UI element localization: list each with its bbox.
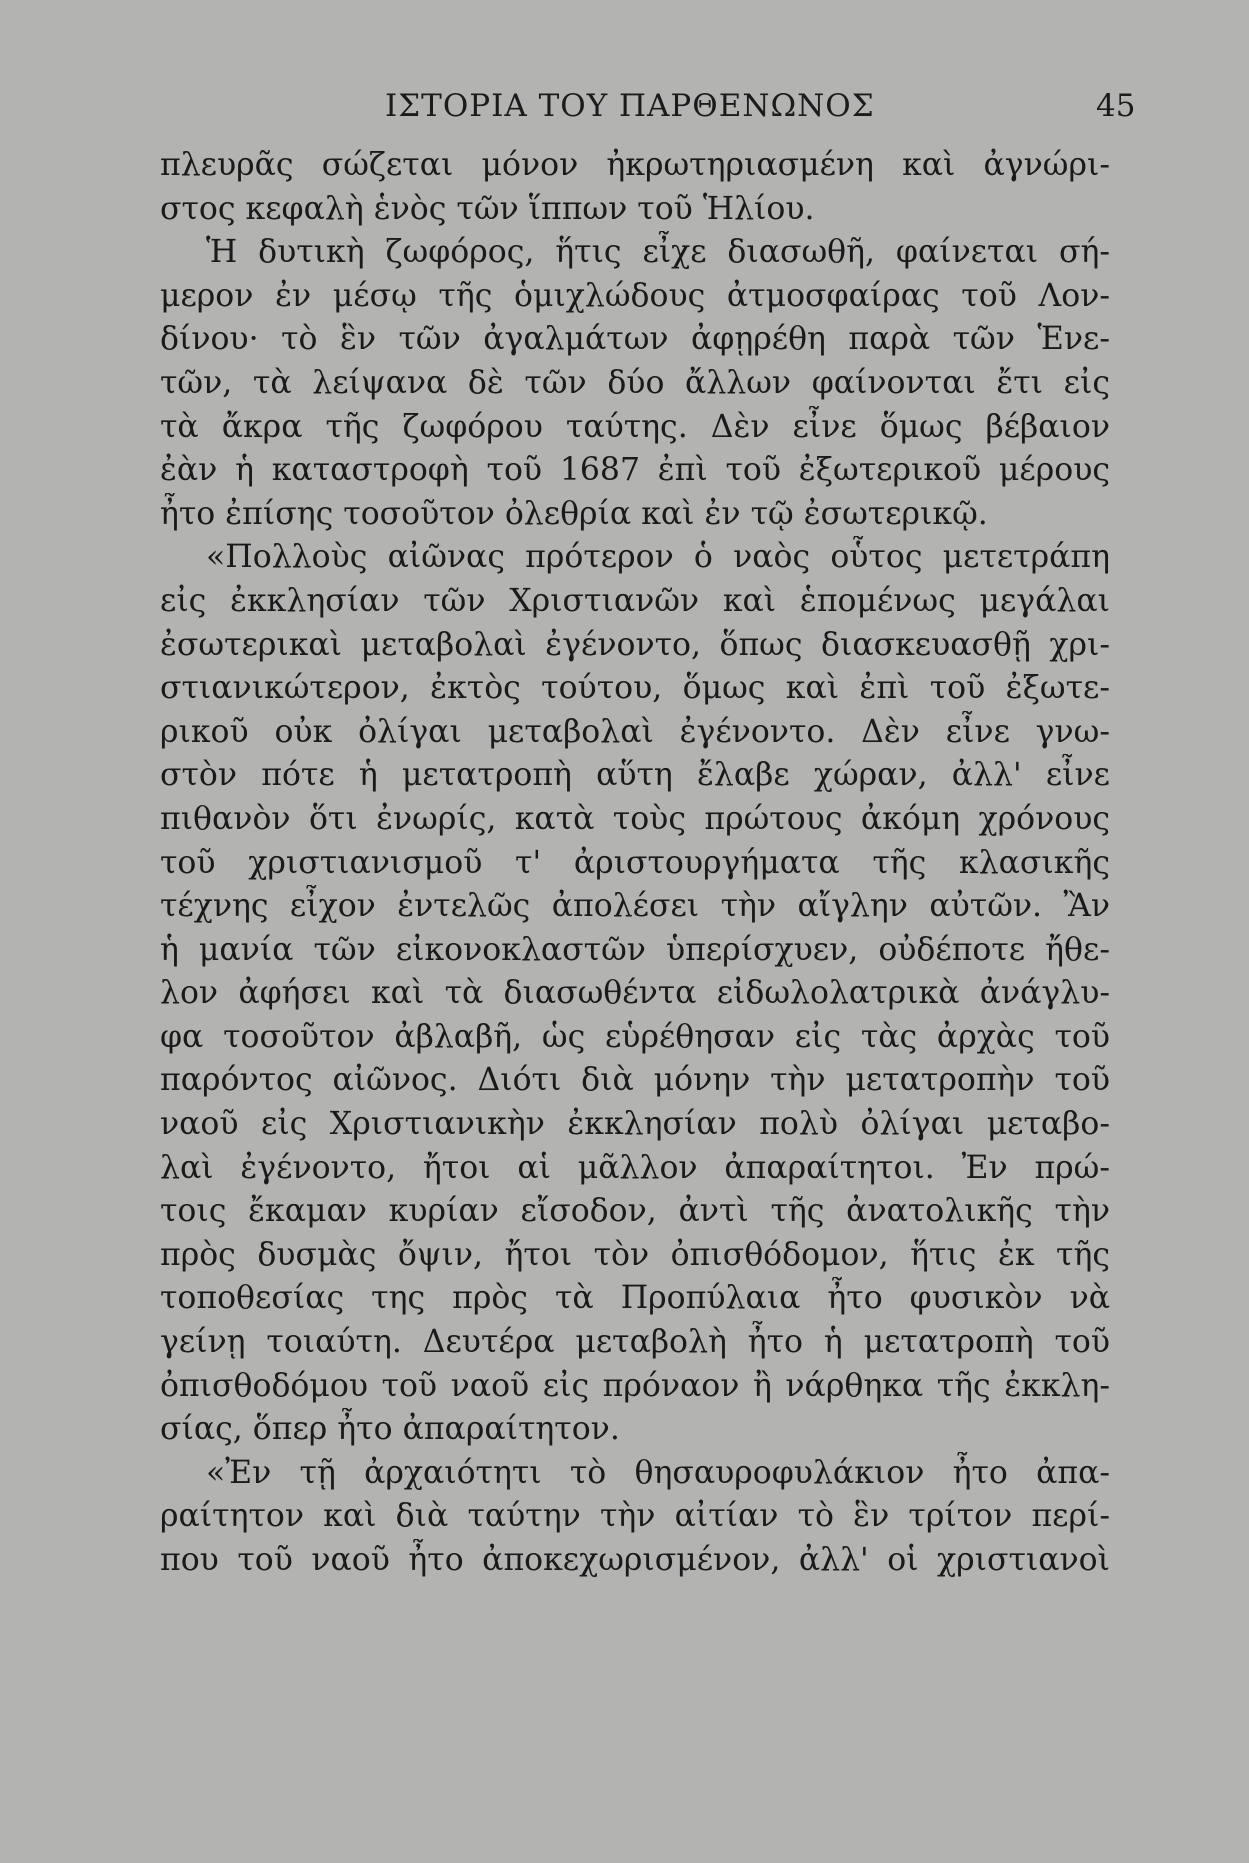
- running-head: [0, 88, 1249, 128]
- text-line: τὰ ἄκρα τῆς ζωφόρου ταύτης. Δὲν εἶνε ὅμως βέβαιον: [160, 408, 1110, 445]
- page-number: 45: [1096, 88, 1136, 124]
- text-line: στος κεφαλὴ ἑνὸς τῶν ἵππων τοῦ Ἡλίου.: [160, 190, 815, 227]
- text-line: τέχνης εἶχον ἐντελῶς ἀπολέσει τὴν αἴγλην αὐτῶν. Ἂν: [160, 888, 1110, 925]
- text-line: τῶν, τὰ λείψανα δὲ τῶν δύο ἄλλων φαίνονται ἔτι εἰς: [160, 364, 1110, 401]
- text-line: παρόντος αἰῶνος. Διότι διὰ μόνην τὴν μετατροπὴν τοῦ: [160, 1062, 1110, 1099]
- text-line: γείνῃ τοιαύτη. Δευτέρα μεταβολὴ ἦτο ἡ μετατροπὴ τοῦ: [160, 1324, 1110, 1361]
- text-line: «Ἐν τῇ ἀρχαιότητι τὸ θησαυροφυλάκιον ἦτο ἀπα-: [206, 1454, 1110, 1491]
- text-line: φα τοσοῦτον ἀβλαβῆ, ὡς εὑρέθησαν εἰς τὰς ἀρχὰς τοῦ: [160, 1018, 1110, 1055]
- text-line: πλευρᾶς σώζεται μόνον ἠκρωτηριασμένη καὶ ἀγνώρι-: [160, 147, 1110, 183]
- text-line: «Πολλοὺς αἰῶνας πρότερον ὁ ναὸς οὗτος μετετράπη: [206, 539, 1110, 576]
- text-line: ἐσωτερικαὶ μεταβολαὶ ἐγένοντο, ὅπως διασκευασθῇ χρι-: [160, 626, 1110, 663]
- text-line: μερον ἐν μέσῳ τῆς ὁμιχλώδους ἀτμοσφαίρας τοῦ Λον-: [160, 277, 1110, 314]
- text-line: Ἡ δυτικὴ ζωφόρος, ἥτις εἶχε διασωθῆ, φαίνεται σή-: [206, 234, 1110, 271]
- text-line: σίας, ὅπερ ἦτο ἀπαραίτητον.: [160, 1411, 620, 1448]
- text-line: δίνου· τὸ ἓν τῶν ἀγαλμάτων ἀφῃρέθη παρὰ τῶν Ἑνε-: [160, 321, 1110, 358]
- text-line: ναοῦ εἰς Χριστιανικὴν ἐκκλησίαν πολὺ ὀλίγαι μεταβο-: [160, 1106, 1110, 1143]
- text-line: που τοῦ ναοῦ ἦτο ἀποκεχωρισμένον, ἀλλ' οἱ χριστιανοὶ: [160, 1542, 1110, 1578]
- text-line: στιανικώτερον, ἐκτὸς τούτου, ὅμως καὶ ἐπὶ τοῦ ἐξωτε-: [160, 670, 1110, 707]
- text-line: λαὶ ἐγένοντο, ἤτοι αἱ μᾶλλον ἀπαραίτητοι. Ἐν πρώ-: [160, 1149, 1110, 1186]
- text-line: τοις ἔκαμαν κυρίαν εἴσοδον, ἀντὶ τῆς ἀνατολικῆς τὴν: [160, 1193, 1110, 1230]
- running-title: ΙΣΤΟΡΙΑ ΤΟΥ ΠΑΡΘΕΝΩΝΟΣ: [385, 88, 875, 124]
- text-line: λον ἀφήσει καὶ τὰ διασωθέντα εἰδωλολατρικὰ ἀνάγλυ-: [160, 975, 1110, 1012]
- text-line: τοῦ χριστιανισμοῦ τ' ἀριστουργήματα τῆς κλασικῆς: [160, 844, 1110, 881]
- text-line: ραίτητον καὶ διὰ ταύτην τὴν αἰτίαν τὸ ἓν τρίτον περί-: [160, 1498, 1110, 1535]
- body-text: [160, 144, 1110, 1583]
- text-line: ἐὰν ἡ καταστροφὴ τοῦ 1687 ἐπὶ τοῦ ἐξωτερικοῦ μέρους: [160, 452, 1110, 489]
- text-line: ὀπισθοδόμου τοῦ ναοῦ εἰς πρόναον ἢ νάρθηκα τῆς ἐκκλη-: [160, 1367, 1110, 1404]
- text-line: ἦτο ἐπίσης τοσοῦτον ὀλεθρία καὶ ἐν τῷ ἐσωτερικῷ.: [160, 495, 988, 532]
- text-line: τοποθεσίας της πρὸς τὰ Προπύλαια ἦτο φυσικὸν νὰ: [160, 1280, 1110, 1317]
- text-line: ἡ μανία τῶν εἰκονοκλαστῶν ὑπερίσχυεν, οὐδέποτε ἤθε-: [160, 931, 1110, 968]
- text-line: στὸν πότε ἡ μετατροπὴ αὕτη ἔλαβε χώραν, ἀλλ' εἶνε: [160, 757, 1110, 794]
- text-line: πρὸς δυσμὰς ὄψιν, ἤτοι τὸν ὀπισθόδομον, ἥτις ἐκ τῆς: [160, 1236, 1110, 1273]
- text-line: ρικοῦ οὐκ ὀλίγαι μεταβολαὶ ἐγένοντο. Δὲν εἶνε γνω-: [160, 713, 1110, 750]
- text-line: πιθανὸν ὅτι ἐνωρίς, κατὰ τοὺς πρώτους ἀκόμη χρόνους: [160, 800, 1110, 837]
- text-line: εἰς ἐκκλησίαν τῶν Χριστιανῶν καὶ ἑπομένως μεγάλαι: [160, 582, 1110, 619]
